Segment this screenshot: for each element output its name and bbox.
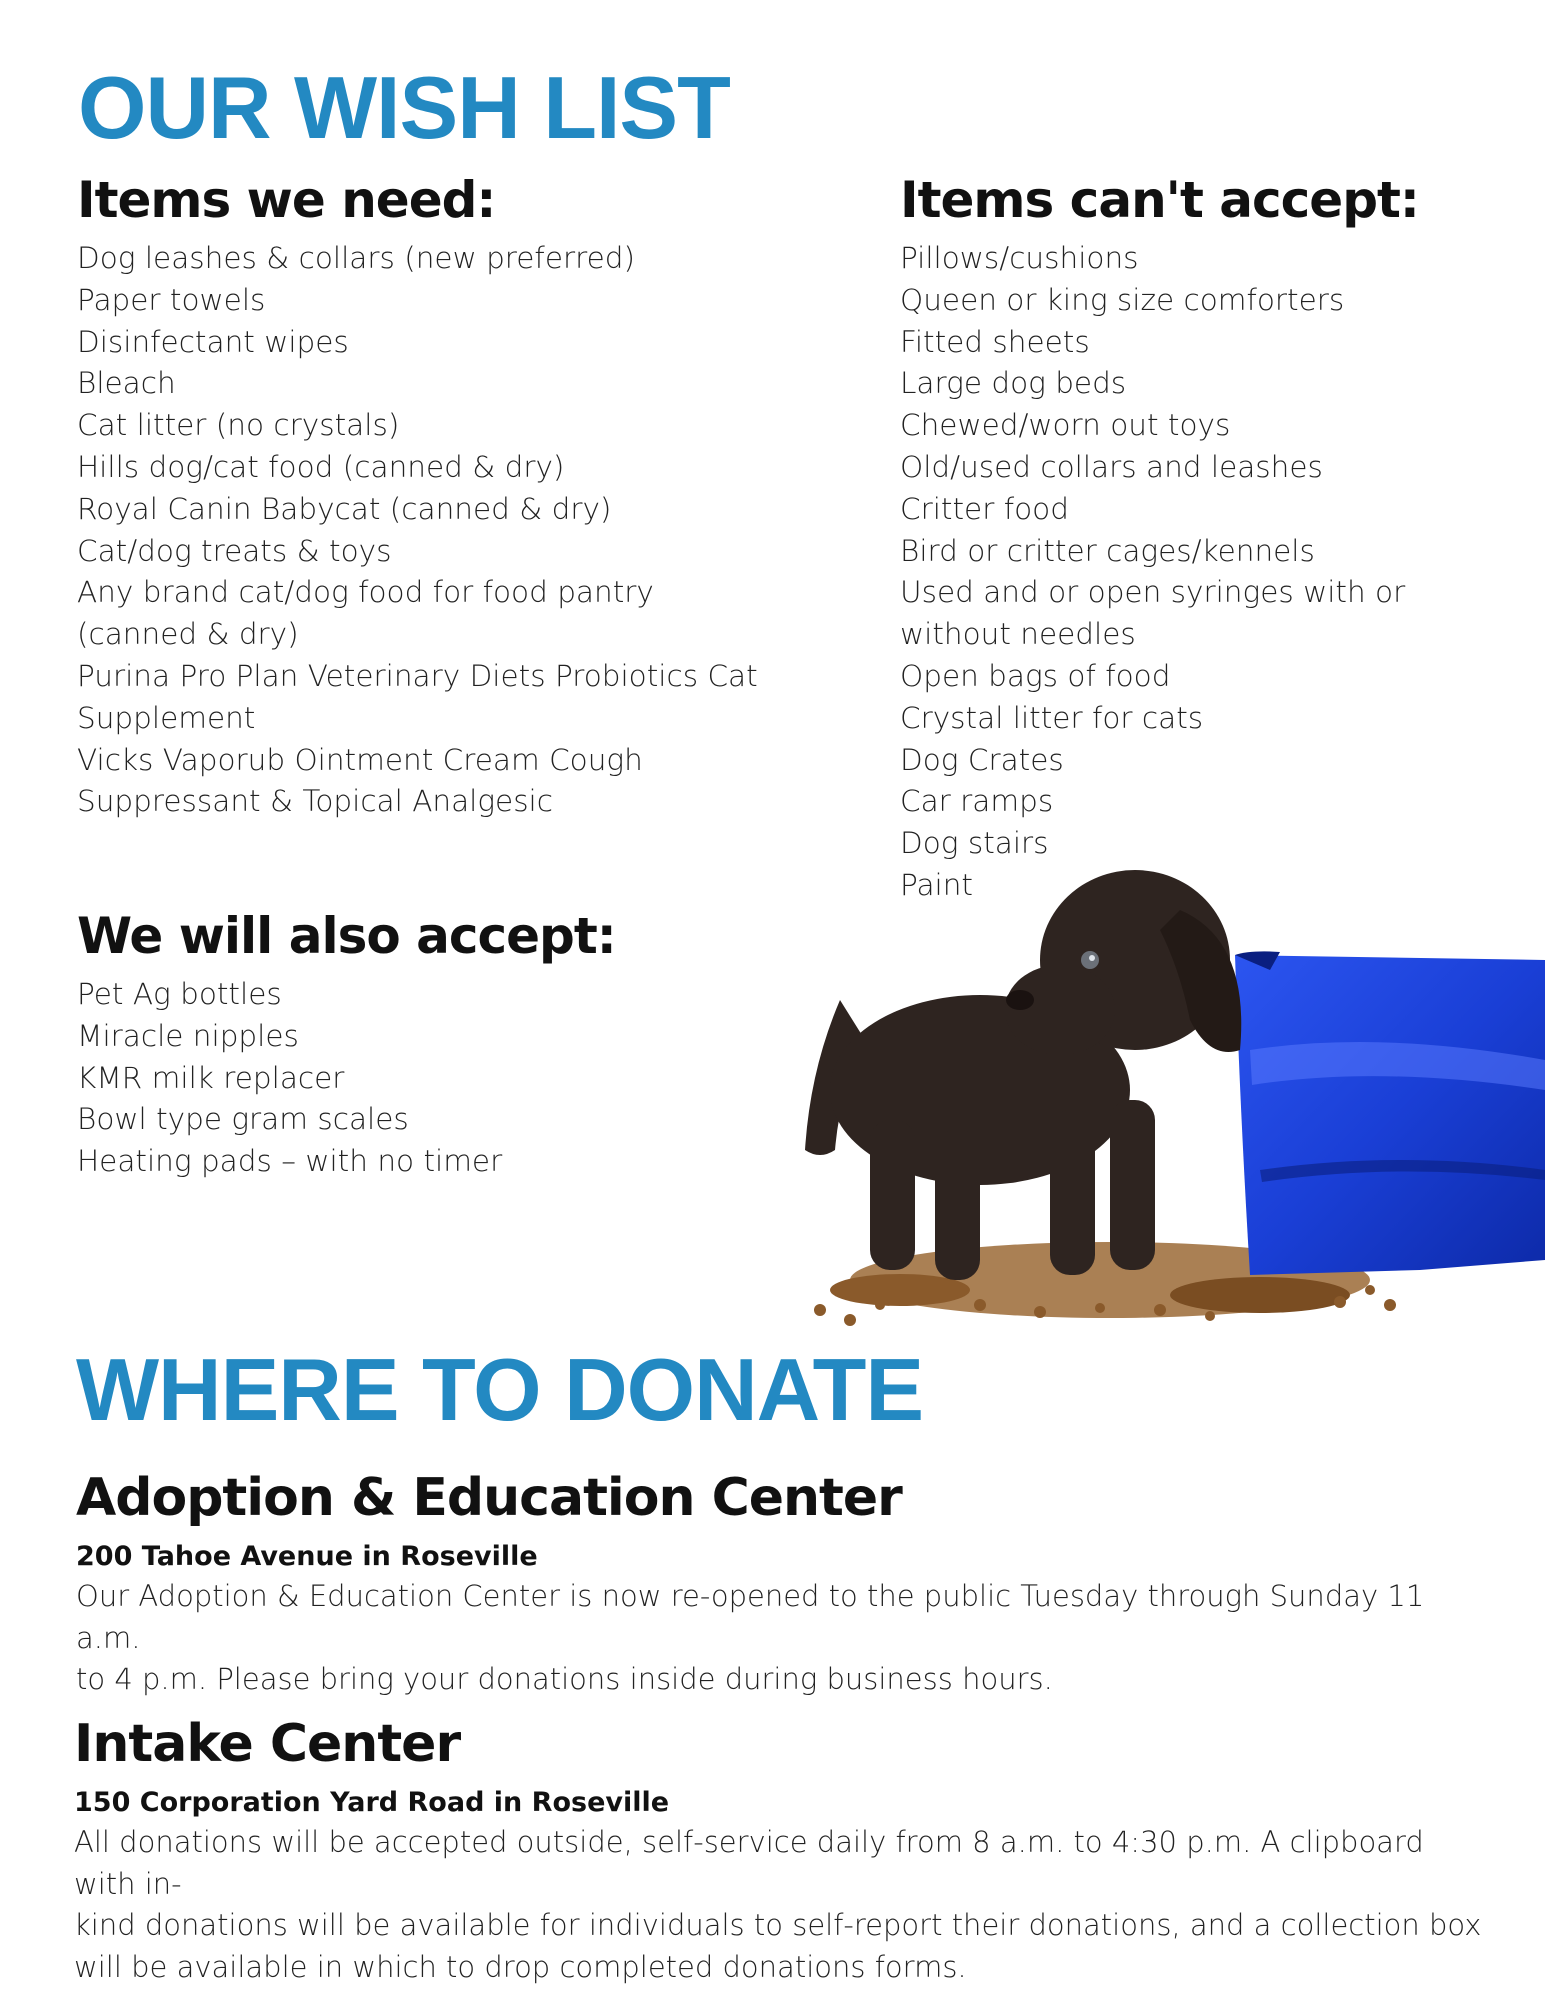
puppy	[805, 870, 1241, 1280]
list-item: Used and or open syringes with or	[900, 575, 1406, 610]
list-item: Paint	[900, 867, 974, 902]
wish-list-title: OUR WISH LIST	[78, 58, 730, 157]
list-item: Supplement	[77, 700, 256, 735]
list-item: Old/used collars and leashes	[900, 449, 1323, 484]
list-item: Miracle nipples	[77, 1018, 299, 1053]
items-cant-accept-section	[900, 172, 1500, 907]
list-item: Pillows/cushions	[900, 241, 1139, 275]
list-item: without needles	[900, 617, 1136, 652]
items-cant-accept-heading: Items can't accept:	[900, 171, 1419, 229]
list-item: Dog leashes & collars (new preferred)	[77, 241, 635, 275]
list-item: Cat litter (no crystals)	[77, 408, 400, 443]
list-item: Royal Canin Babycat (canned & dry)	[77, 491, 612, 526]
where-to-donate-title: WHERE TO DONATE	[76, 1340, 924, 1439]
also-accept-section	[77, 908, 777, 1183]
items-we-need-heading: Items we need:	[77, 171, 496, 229]
intake-center-section	[74, 1714, 1494, 1988]
list-item: Any brand cat/dog food for food pantry	[77, 575, 654, 610]
puppy-food-bag-image	[780, 850, 1545, 1350]
adoption-center-address: 200 Tahoe Avenue in Roseville	[76, 1541, 538, 1572]
list-item: Open bags of food	[900, 658, 1171, 693]
adoption-center-section	[76, 1468, 1476, 1701]
list-item: Purina Pro Plan Veterinary Diets Probiotics Cat	[77, 658, 758, 693]
list-item: Disinfectant wipes	[77, 324, 349, 359]
list-item: Bowl type gram scales	[77, 1102, 409, 1137]
list-item: Pet Ag bottles	[77, 977, 282, 1011]
also-accept-list	[77, 974, 777, 1183]
list-item: Crystal litter for cats	[900, 700, 1204, 735]
description-line: All donations will be accepted outside, self-service daily from 8 a.m. to 4:30 p.m. A clipboard with in-	[74, 1825, 1424, 1901]
list-item: Suppressant & Topical Analgesic	[77, 784, 553, 819]
intake-center-address: 150 Corporation Yard Road in Roseville	[74, 1787, 670, 1818]
adoption-center-name: Adoption & Education Center	[76, 1468, 902, 1528]
intake-center-name: Intake Center	[74, 1714, 461, 1774]
list-item: Car ramps	[900, 784, 1054, 819]
list-item: Heating pads – with no timer	[77, 1144, 503, 1179]
adoption-center-description	[76, 1576, 1476, 1701]
items-we-need-section	[77, 172, 777, 823]
description-line: Our Adoption & Education Center is now re-opened to the public Tuesday through Sunday 11 a.m.	[76, 1579, 1425, 1655]
list-item: Queen or king size comforters	[900, 282, 1345, 317]
list-item: KMR milk replacer	[77, 1060, 345, 1095]
list-item: Dog Crates	[900, 742, 1064, 777]
items-cant-accept-list	[900, 238, 1500, 907]
list-item: Bleach	[77, 366, 176, 401]
list-item: Large dog beds	[900, 366, 1127, 401]
description-line: to 4 p.m. Please bring your donations inside during business hours.	[76, 1662, 1053, 1696]
description-line: kind donations will be available for individuals to self-report their donations, and a collection box	[74, 1908, 1482, 1942]
list-item: Fitted sheets	[900, 324, 1090, 359]
list-item: Dog stairs	[900, 826, 1049, 861]
list-item: Chewed/worn out toys	[900, 408, 1231, 443]
intake-center-description	[74, 1822, 1494, 1988]
list-item: Bird or critter cages/kennels	[900, 533, 1315, 568]
list-item: Hills dog/cat food (canned & dry)	[77, 449, 565, 484]
list-item: Critter food	[900, 491, 1069, 526]
also-accept-heading: We will also accept:	[77, 907, 616, 965]
list-item: Paper towels	[77, 282, 266, 317]
food-bag	[1235, 951, 1545, 1275]
list-item: Cat/dog treats & toys	[77, 533, 392, 568]
list-item: Vicks Vaporub Ointment Cream Cough	[77, 742, 643, 777]
items-we-need-list	[77, 238, 777, 823]
list-item: (canned & dry)	[77, 617, 299, 652]
description-line: will be available in which to drop completed donations forms.	[74, 1949, 967, 1984]
